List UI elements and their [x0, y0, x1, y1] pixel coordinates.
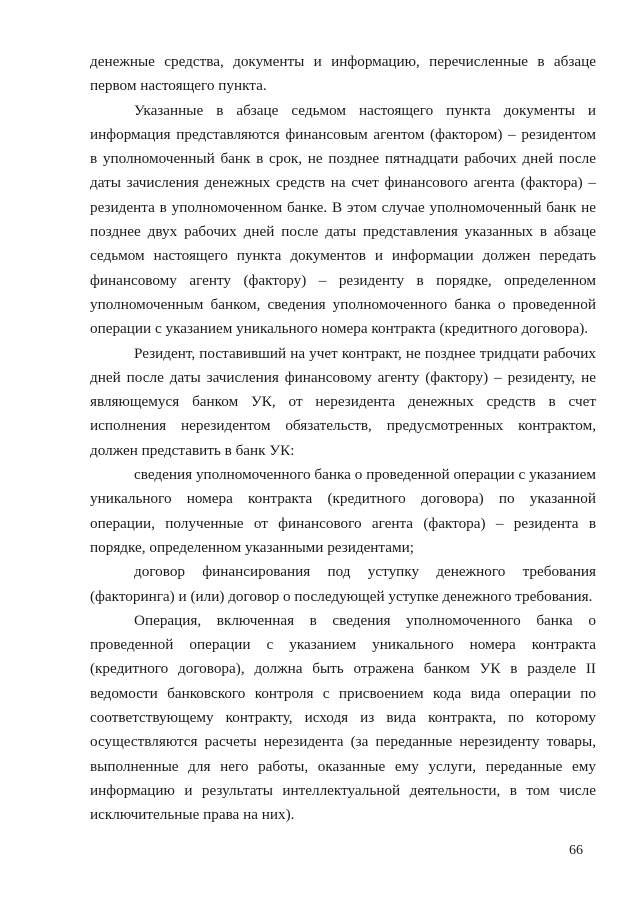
- text-line: информацию и результаты интеллектуальной деятельности, в том числе: [90, 781, 596, 799]
- text-line: исключительные права на них).: [90, 806, 295, 824]
- paragraph-5: [90, 560, 596, 609]
- text-line: Указанные в абзаце седьмом настоящего пункта документы и: [134, 101, 596, 119]
- text-line: уникального номера контракта (кредитного договора) по указанной: [90, 490, 596, 508]
- text-line: порядке, определенном указанными резидентами;: [90, 538, 414, 556]
- paragraph-6: [90, 609, 596, 828]
- text-line: ведомости банковского контроля с присвоением кода вида операции по: [90, 684, 596, 702]
- text-line: должен представить в банк УК:: [90, 441, 295, 459]
- text-line: (кредитного договора), должна быть отражена банком УК в разделе II: [90, 660, 596, 678]
- paragraph-1: [90, 50, 596, 99]
- document-body: [90, 50, 596, 828]
- text-line: седьмом настоящего пункта документов и информации должен передать: [90, 247, 596, 265]
- text-line: даты зачисления денежных средств на счет финансового агента (фактора) –: [90, 174, 596, 192]
- text-line: первом настоящего пункта.: [90, 77, 267, 95]
- text-line: выполненные для него работы, оказанные ему услуги, переданные ему: [90, 757, 596, 775]
- text-line: соответствующему контракту, исходя из вида контракта, по которому: [90, 709, 596, 727]
- paragraph-3: [90, 342, 596, 463]
- text-line: в уполномоченный банк в срок, не позднее пятнадцати рабочих дней после: [90, 150, 596, 168]
- text-line: Операция, включенная в сведения уполномоченного банка о: [134, 611, 596, 629]
- text-line: осуществляются расчеты нерезидента (за переданные нерезиденту товары,: [90, 733, 596, 751]
- text-line: позднее двух рабочих дней после даты представления указанных в абзаце: [90, 223, 596, 241]
- text-line: операции с указанием уникального номера контракта (кредитного договора).: [90, 320, 589, 338]
- paragraph-4: [90, 463, 596, 560]
- text-line: (факторинга) и (или) договор о последующей уступке денежного требования.: [90, 587, 593, 605]
- text-line: Резидент, поставивший на учет контракт, не позднее тридцати рабочих: [134, 344, 596, 362]
- text-line: проведенной операции с указанием уникального номера контракта: [90, 636, 596, 654]
- paragraph-2: [90, 99, 596, 342]
- text-line: дней после даты зачисления финансовому агенту (фактору) – резиденту, не: [90, 368, 596, 386]
- text-line: информация представляются финансовым агентом (фактором) – резидентом: [90, 125, 596, 143]
- text-line: финансовому агенту (фактору) – резиденту в порядке, определенном: [90, 271, 596, 289]
- text-line: денежные средства, документы и информацию, перечисленные в абзаце: [90, 53, 596, 70]
- text-line: уполномоченным банком, сведения уполномоченного банка о проведенной: [90, 295, 596, 313]
- text-line: исполнения нерезидентом обязательств, предусмотренных контрактом,: [90, 417, 596, 435]
- text-line: сведения уполномоченного банка о проведенной операции с указанием: [134, 466, 596, 484]
- text-line: резидента в уполномоченном банке. В этом случае уполномоченный банк не: [90, 198, 596, 216]
- page-number: 66: [569, 843, 583, 858]
- text-line: договор финансирования под уступку денежного требования: [134, 563, 596, 581]
- text-line: операции, полученные от финансового агента (фактора) – резидента в: [90, 514, 596, 532]
- text-line: являющемуся банком УК, от нерезидента денежных средств в счет: [90, 393, 596, 411]
